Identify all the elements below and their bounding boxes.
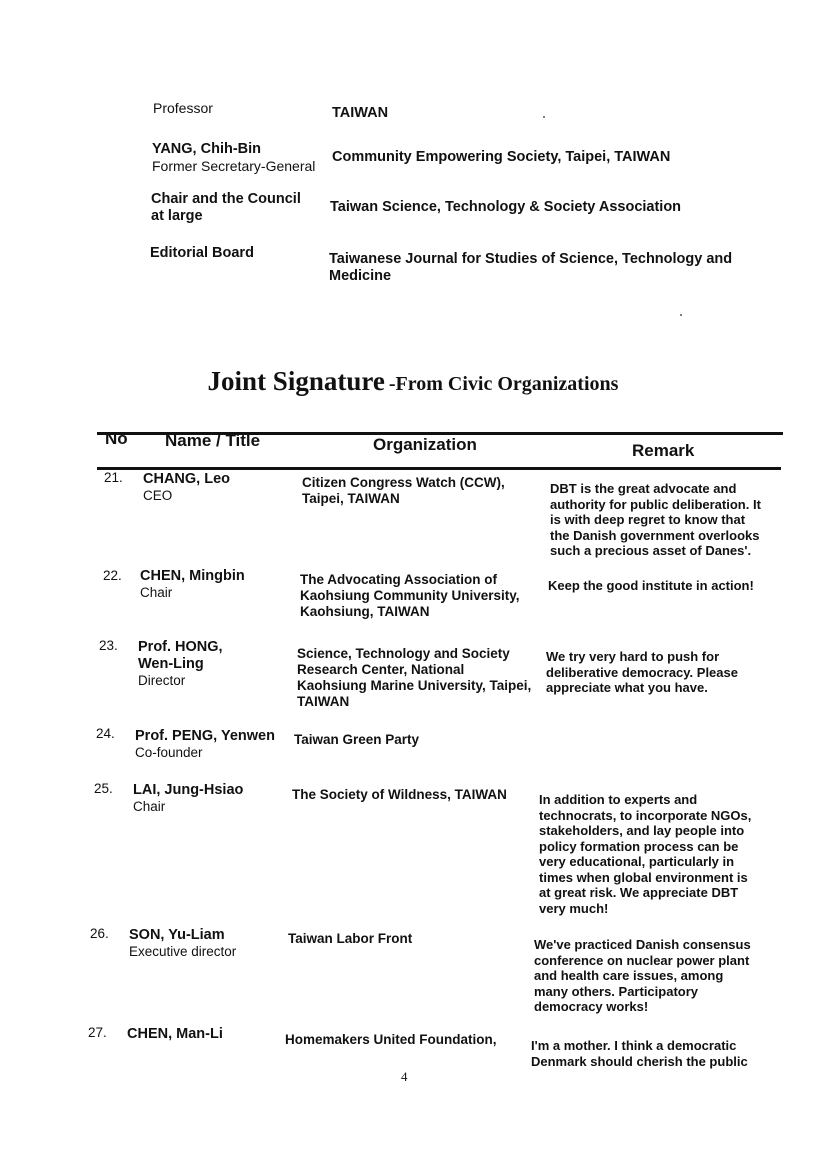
signatory-remark bbox=[550, 481, 761, 559]
top-row-2-right bbox=[332, 149, 670, 166]
remark-line: appreciate what you have. bbox=[546, 680, 708, 695]
signatory-name-title bbox=[135, 728, 275, 761]
signatory-name-title bbox=[138, 639, 223, 689]
header-no: No bbox=[105, 429, 128, 448]
signatory-name: Prof. PENG, Yenwen bbox=[135, 728, 275, 744]
signatory-organization bbox=[294, 732, 419, 748]
row-number: 27. bbox=[88, 1025, 107, 1040]
organization-line: Kaohsiung Community University, bbox=[300, 588, 520, 603]
remark-line: and health care issues, among bbox=[534, 968, 724, 983]
top-row-2-left bbox=[152, 141, 315, 174]
remark-line: such a precious asset of Danes'. bbox=[550, 543, 752, 558]
row-number: 25. bbox=[94, 781, 113, 796]
row-number: 23. bbox=[99, 638, 118, 653]
top-role-text: at large bbox=[151, 208, 203, 224]
remark-line: We've practiced Danish consensus bbox=[534, 937, 751, 952]
remark-line: conference on nuclear power plant bbox=[534, 952, 750, 968]
signatory-remark bbox=[531, 1038, 748, 1069]
remark-line: Denmark should cherish the public bbox=[531, 1053, 748, 1069]
signatory-organization bbox=[292, 787, 507, 803]
signatory-remark bbox=[546, 649, 738, 696]
top-org-text: Community Empowering Society, Taipei, TAIWAN bbox=[332, 149, 671, 165]
remark-line: the Danish government overlooks bbox=[550, 527, 760, 543]
remark-line: is with deep regret to know that bbox=[550, 512, 746, 527]
table-header-rule bbox=[97, 467, 781, 470]
signatory-name: CHEN, Man-Li bbox=[127, 1026, 223, 1042]
signatory-name-title bbox=[127, 1026, 223, 1043]
signatory-name: SON, Yu-Liam bbox=[129, 927, 225, 943]
signatory-title: Chair bbox=[133, 799, 166, 814]
header-organization: Organization bbox=[373, 435, 477, 454]
top-row-1-left bbox=[153, 100, 213, 116]
row-number: 26. bbox=[90, 926, 109, 941]
organization-line: Kaohsiung Marine University, Taipei, bbox=[297, 678, 532, 693]
remark-line: at great risk. We appreciate DBT bbox=[539, 885, 739, 900]
top-org-text: Taiwanese Journal for Studies of Science, Technology and bbox=[329, 251, 733, 267]
signatory-remark bbox=[539, 792, 751, 916]
top-row-1-right bbox=[332, 105, 388, 122]
top-role-text: Chair and the Council bbox=[151, 191, 301, 207]
signatory-organization bbox=[300, 572, 520, 620]
signatory-name-title bbox=[129, 927, 236, 960]
scan-speck bbox=[543, 116, 545, 118]
organization-line: Citizen Congress Watch (CCW), bbox=[302, 475, 505, 490]
remark-line: many others. Participatory bbox=[534, 983, 698, 999]
section-title bbox=[0, 366, 826, 397]
signatory-organization bbox=[288, 931, 412, 947]
remark-line: In addition to experts and bbox=[539, 792, 698, 807]
remark-line: policy formation process can be bbox=[539, 838, 739, 854]
top-org-text: Medicine bbox=[329, 268, 392, 284]
remark-line: technocrats, to incorporate NGOs, bbox=[539, 807, 752, 823]
remark-line: DBT is the great advocate and bbox=[550, 481, 737, 496]
organization-line: Kaohsiung, TAIWAN bbox=[300, 604, 430, 619]
organization-line: Taiwan Labor Front bbox=[288, 931, 413, 946]
signatory-name-title bbox=[140, 568, 245, 601]
organization-line: The Advocating Association of bbox=[300, 572, 498, 587]
remark-line: deliberative democracy. Please bbox=[546, 664, 738, 680]
signatory-name: CHANG, Leo bbox=[143, 471, 230, 487]
top-row-4-right bbox=[329, 251, 732, 285]
signatory-remark bbox=[534, 937, 751, 1015]
signatory-title: CEO bbox=[143, 488, 173, 503]
top-row-4-left bbox=[150, 245, 254, 262]
top-person-name: YANG, Chih-Bin bbox=[152, 141, 262, 157]
remark-line: authority for public deliberation. It bbox=[550, 496, 761, 512]
top-org-text: Taiwan Science, Technology & Society Association bbox=[330, 199, 682, 215]
remark-line: democracy works! bbox=[534, 999, 649, 1014]
remark-line: I'm a mother. I think a democratic bbox=[531, 1038, 737, 1053]
signatory-name: Wen-Ling bbox=[138, 656, 204, 672]
signatory-name: CHEN, Mingbin bbox=[140, 568, 245, 584]
organization-line: Science, Technology and Society bbox=[297, 646, 510, 661]
organization-line: TAIWAN bbox=[297, 694, 350, 709]
signatory-organization bbox=[285, 1032, 497, 1048]
row-number: 22. bbox=[103, 568, 122, 583]
remark-line: stakeholders, and lay people into bbox=[539, 823, 745, 838]
signatory-name: Prof. HONG, bbox=[138, 639, 223, 655]
top-role-text: Editorial Board bbox=[150, 245, 254, 261]
organization-line: The Society of Wildness, TAIWAN bbox=[292, 787, 507, 802]
remark-line: very educational, particularly in bbox=[539, 854, 735, 869]
remark-line: We try very hard to push for bbox=[546, 649, 720, 664]
remark-line: Keep the good institute in action! bbox=[548, 578, 754, 593]
signatory-remark bbox=[548, 578, 754, 594]
remark-line: times when global environment is bbox=[539, 869, 748, 885]
signatory-name-title bbox=[143, 471, 230, 504]
row-number: 21. bbox=[104, 470, 123, 485]
signatory-title: Director bbox=[138, 673, 186, 688]
signatory-name: LAI, Jung-Hsiao bbox=[133, 782, 244, 798]
header-name-title: Name / Title bbox=[165, 431, 261, 450]
organization-line: Research Center, National bbox=[297, 662, 465, 677]
top-person-title: Former Secretary-General bbox=[152, 158, 316, 174]
signatory-name-title bbox=[133, 782, 243, 815]
section-title-suffix: -From Civic Organizations bbox=[388, 373, 619, 395]
top-org-text: TAIWAN bbox=[332, 105, 389, 121]
signatory-title: Executive director bbox=[129, 944, 237, 959]
header-remark: Remark bbox=[632, 441, 695, 460]
remark-line: very much! bbox=[539, 900, 609, 916]
signatory-organization bbox=[302, 475, 505, 507]
scan-speck bbox=[680, 314, 682, 316]
organization-line: Taipei, TAIWAN bbox=[302, 491, 400, 506]
signatory-organization bbox=[297, 646, 531, 710]
top-row-3-left bbox=[151, 191, 301, 225]
section-title-main: Joint Signature bbox=[207, 366, 385, 396]
page-number: 4 bbox=[401, 1069, 408, 1084]
organization-line: Taiwan Green Party bbox=[294, 732, 420, 747]
organization-line: Homemakers United Foundation, bbox=[285, 1032, 497, 1047]
signatory-title: Chair bbox=[140, 585, 173, 600]
signatory-title: Co-founder bbox=[135, 745, 203, 760]
top-role-text: Professor bbox=[153, 100, 213, 116]
top-row-3-right bbox=[330, 199, 681, 216]
row-number: 24. bbox=[96, 726, 115, 741]
